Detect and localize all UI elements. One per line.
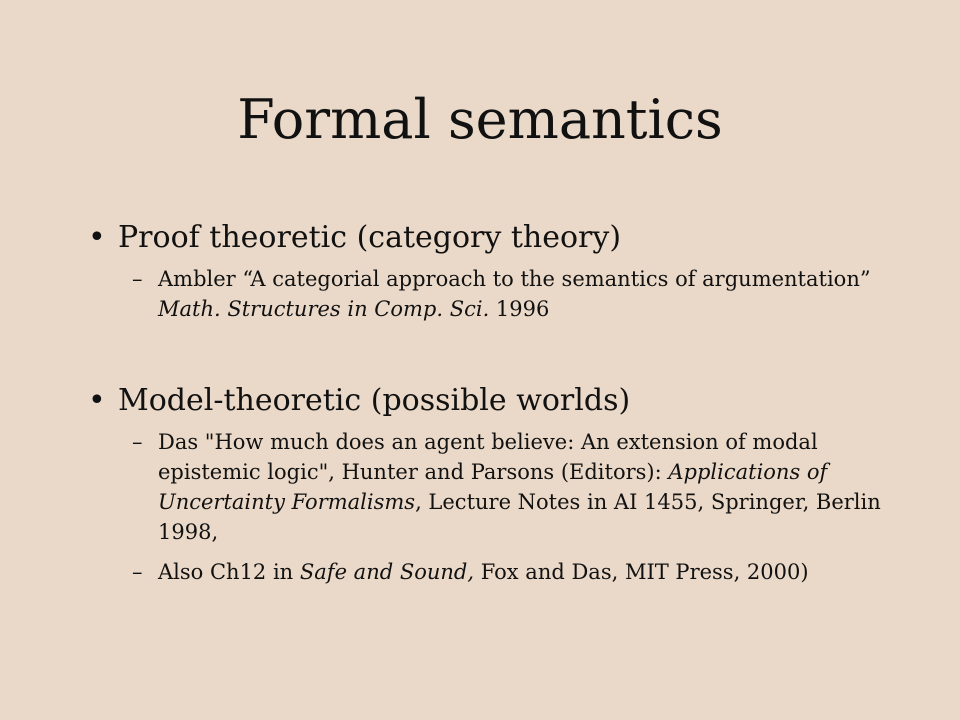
sub-bullet-ambler [132,264,918,324]
citation-book: Safe and Sound, [299,560,475,584]
citation-year: 1996 [489,297,550,321]
citation-rest: , Lecture Notes in AI 1455, Springer, Berlin 1998, [158,490,881,544]
citation-text: Also Ch12 in [158,560,300,584]
sub-bullet-safe-and-sound [132,557,918,587]
citation-text: Ambler “A categorial approach to the semantics of argumentation” [158,267,871,291]
bullet-list [118,216,918,587]
dash-marker: – [132,267,143,291]
citation-text: Das "How much does an agent believe: An extension of modal epistemic logic", Hunter and Parsons (Editors): [158,430,818,484]
bullet-proof-theoretic: • Proof theoretic (category theory) [118,216,918,260]
bullet-model-theoretic: • Model-theoretic (possible worlds) [118,379,918,423]
dash-marker: – [132,430,143,454]
dash-marker: – [132,560,143,584]
sub-bullet-das [132,427,918,547]
citation-rest: Fox and Das, MIT Press, 2000) [474,560,809,584]
slide-title: Formal semantics [237,88,723,151]
citation-journal: Math. Structures in Comp. Sci. [158,297,490,321]
citation-book: Applications of Uncertainty Formalisms [158,460,828,514]
